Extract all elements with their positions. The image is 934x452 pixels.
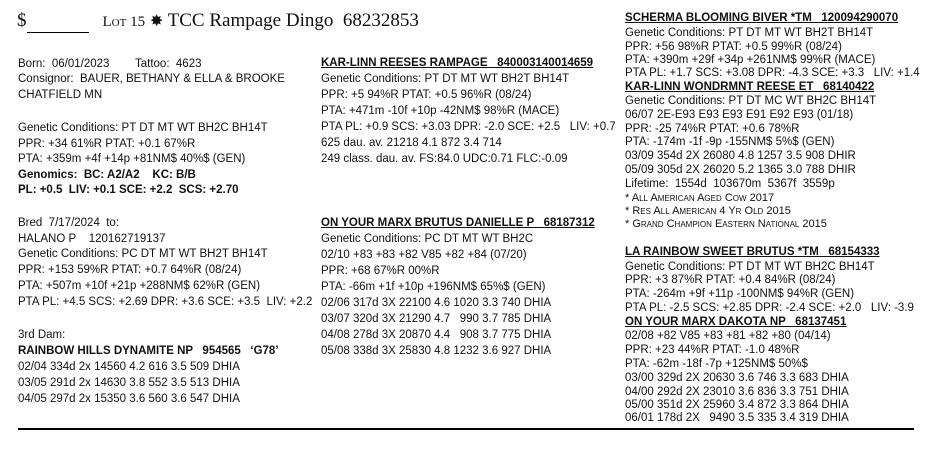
dam-dam-scores: 02/08 +82 V85 +83 +81 +82 +80 (04/14)	[625, 330, 831, 342]
dam-dam-record: 06/01 178d 2X 9490 3.5 335 3.4 319 DHIA	[625, 412, 849, 424]
tattoo: Tattoo: 4623	[135, 58, 202, 70]
sire-sire-ptapl: PTA PL: +1.7 SCS: +3.08 DPR: -4.3 SCE: +3.3 LIV: +1.4	[625, 67, 920, 79]
sire-dam-record: 03/09 354d 2X 26080 4.8 1257 3.5 908 DHIR	[625, 150, 856, 162]
bottom-divider	[18, 428, 914, 430]
sire-dam-record: 05/09 305d 2X 26020 5.2 1365 3.0 788 DHIR	[625, 164, 856, 176]
sire-dam-pta: PTA: -174m -1f -9p -155NM$ 5%$ (GEN)	[625, 136, 835, 148]
third-dam-name: RAINBOW HILLS DYNAMITE NP 954565 ‘G78’	[18, 345, 279, 357]
sire-name: KAR-LINN REESES RAMPAGE 840003140014659	[321, 57, 594, 69]
sire-dam-award: * All American Aged Cow 2017	[625, 192, 775, 204]
dam-dam-record: 03/00 329d 2X 20630 3.6 746 3.3 683 DHIA	[625, 372, 849, 384]
dam-sire-ppr: PPR: +3 87%R PTAT: +0.4 84%R (08/24)	[625, 274, 836, 286]
pta-line: PTA: +359m +4f +14p +81NM$ 40%$ (GEN)	[18, 153, 246, 165]
sire-dam-scores: 06/07 2E-E93 E93 E93 E91 E92 E93 (01/18)	[625, 109, 854, 121]
sire-ppr: PPR: +5 94%R PTAT: +0.5 96%R (08/24)	[321, 89, 532, 101]
price-blank	[27, 15, 89, 33]
sire-sire-ppr: PPR: +56 98%R PTAT: +0.5 99%R (08/24)	[625, 41, 842, 53]
sire-genetic: Genetic Conditions: PT DT MT WT BH2T BH14T	[321, 73, 570, 85]
dam-pta: PTA: -66m +1f +10p +196NM$ 65%$ (GEN)	[321, 281, 546, 293]
dam-record: 02/06 317d 3X 22100 4.6 1020 3.3 740 DHIA	[321, 297, 552, 309]
sire-sire-pta: PTA: +390m +29f +34p +261NM$ 99%R (MACE)	[625, 54, 876, 66]
bred-sire: HALANO P 120162719137	[18, 233, 166, 245]
pl-line: PL: +0.5 LIV: +0.1 SCE: +2.2 SCS: +2.70	[18, 184, 239, 196]
dam-ppr: PPR: +68 67%R 00%R	[321, 265, 440, 277]
consignor-location: CHATFIELD MN	[18, 89, 103, 101]
bred-pta: PTA: +507m +10f +21p +288NM$ 62%R (GEN)	[18, 280, 261, 292]
dam-sire-name: LA RAINBOW SWEET BRUTUS *TM 68154333	[625, 246, 880, 258]
sire-dam-name: KAR-LINN WONDRMNT REESE ET 68140422	[625, 81, 875, 93]
dam-dam-pta: PTA: -62m -18f -7p +125NM$ 50%$	[625, 358, 808, 370]
sire-dam-ppr: PPR: -25 74%R PTAT: +0.6 78%R	[625, 123, 800, 135]
genomics-line: Genomics: BC: A2/A2 KC: B/B	[18, 169, 196, 181]
price-dollar: $	[17, 10, 27, 31]
sire-ptapl: PTA PL: +0.9 SCS: +3.03 DPR: -2.0 SCE: +2.5 LIV: +0.7	[321, 121, 616, 133]
animal-name: TCC Rampage Dingo	[167, 10, 334, 31]
lot-number: Lot 15	[102, 14, 146, 30]
sire-dam-genetic: Genetic Conditions: PT DT MC WT BH2C BH14T	[625, 95, 877, 107]
dam-sire-genetic: Genetic Conditions: PT DT MT WT BH2C BH14T	[625, 261, 875, 273]
dam-dam-name: ON YOUR MARX DAKOTA NP 68137451	[625, 316, 847, 328]
sire-daughters: 625 dau. av. 21218 4.1 872 3.4 714	[321, 137, 502, 149]
dam-name: ON YOUR MARX BRUTUS DANIELLE P 68187312	[321, 217, 595, 229]
ppr-line: PPR: +34 61%R PTAT: +0.1 67%R	[18, 138, 196, 150]
dam-dam-ppr: PPR: +23 44%R PTAT: -1.0 48%R	[625, 344, 800, 356]
dam-genetic: Genetic Conditions: PC DT MT WT BH2C	[321, 233, 534, 245]
born-date: Born: 06/01/2023	[18, 58, 110, 70]
sire-pta: PTA: +471m -10f +10p -42NM$ 98%R (MACE)	[321, 105, 560, 117]
sire-sire-genetic: Genetic Conditions: PT DT MT WT BH2T BH14T	[625, 27, 874, 39]
dam-record: 05/08 338d 3X 25830 4.8 1232 3.6 927 DHIA	[321, 345, 552, 357]
sire-dam-award: * Res All American 4 Yr Old 2015	[625, 205, 791, 217]
consignor: Consignor: BAUER, BETHANY & ELLA & BROOKE	[18, 73, 285, 85]
dam-dam-record: 04/00 292d 2X 23010 3.6 836 3.3 751 DHIA	[625, 386, 849, 398]
star-icon: ✸	[149, 13, 164, 30]
sire-sire-name: SCHERMA BLOOMING BIVER *TM 120094290070	[625, 12, 899, 24]
bred-ptapl: PTA PL: +4.5 SCS: +2.69 DPR: +3.6 SCE: +3.5 LIV: +2.2	[18, 296, 313, 308]
sire-dam-award: * Grand Champion Eastern National 2015	[625, 218, 827, 230]
dam-sire-ptapl: PTA PL: -2.5 SCS: +2.85 DPR: -2.4 SCE: +2.0 LIV: -3.9	[625, 302, 914, 314]
sire-dam-lifetime: Lifetime: 1554d 103670m 5367f 3559p	[625, 178, 835, 190]
registration-number: 68232853	[342, 10, 419, 31]
bred-ppr: PPR: +153 59%R PTAT: +0.7 64%R (08/24)	[18, 264, 242, 276]
third-dam-record: 03/05 291d 2x 14630 3.8 552 3.5 513 DHIA	[18, 377, 240, 389]
bred-genetic: Genetic Conditions: PC DT MT WT BH2T BH14T	[18, 248, 268, 260]
dam-scores: 02/10 +83 +83 +82 V85 +82 +84 (07/20)	[321, 249, 527, 261]
third-dam-label: 3rd Dam:	[18, 329, 66, 341]
dam-sire-pta: PTA: -264m +9f +11p -100NM$ 94%R (GEN)	[625, 288, 855, 300]
bred-date: Bred 7/17/2024 to:	[18, 217, 120, 229]
dam-record: 03/07 320d 3X 21290 4.7 990 3.7 785 DHIA	[321, 313, 552, 325]
sire-class-daughters: 249 class. dau. av. FS:84.0 UDC:0.71 FLC:-0.09	[321, 153, 568, 165]
third-dam-record: 04/05 297d 2x 15350 3.6 560 3.6 547 DHIA	[18, 393, 240, 405]
dam-dam-record: 05/00 351d 2X 25960 3.4 872 3.3 864 DHIA	[625, 399, 849, 411]
genetic-conditions: Genetic Conditions: PT DT MT WT BH2C BH14T	[18, 122, 268, 134]
dam-record: 04/08 278d 3X 20870 4.4 908 3.7 775 DHIA	[321, 329, 552, 341]
lot-title	[17, 10, 419, 33]
third-dam-record: 02/04 334d 2x 14560 4.2 616 3.5 509 DHIA	[18, 361, 240, 373]
